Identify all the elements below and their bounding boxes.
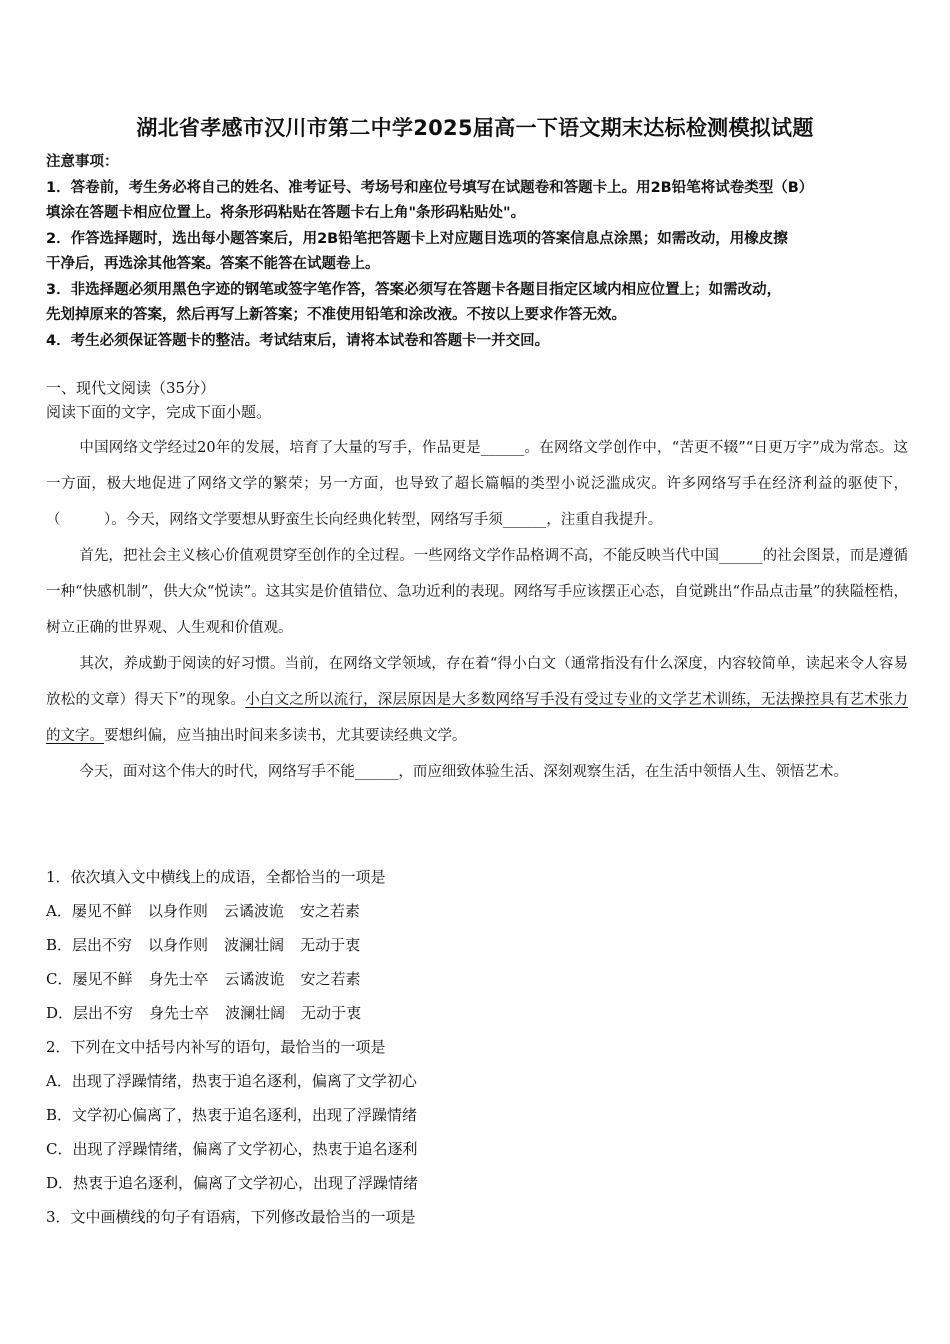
underlined-sentence: 小白文之所以流行，深层原因是大多数网络写手没有受过专业的文学艺术训练，无法操控具有艺术张力的文字。 xyxy=(46,692,908,744)
notice-line: 干净后，再选涂其他答案。答案不能答在试题卷上。 xyxy=(46,256,380,272)
passage-paragraph: 中国网络文学经过20年的发展，培育了大量的写手，作品更是______。在网络文学创作中，“苦更不辍”“日更万字”成为常态。这一方面，极大地促进了网络文学的繁荣；另一方面，也导致了超长篇幅的类型小说泛滥成灾。许多网络写手在经济利益的驱使下，（ ）。今天，网络文学要想从野蛮生长向经典化转型，网络写手须______，注重自我提升。 xyxy=(46,440,908,528)
reading-passage xyxy=(46,430,908,790)
option-item: 屡见不鲜 xyxy=(72,970,133,988)
question-stem: 2．下列在文中括号内补写的语句，最恰当的一项是 xyxy=(46,1038,386,1056)
question-stem: 1．依次填入文中横线上的成语，全都恰当的一项是 xyxy=(46,868,386,886)
notice-line: 4．考生必须保证答题卡的整洁。考试结束后，请将本试卷和答题卡一并交回。 xyxy=(46,332,550,349)
option-item: 无动于衷 xyxy=(300,936,361,954)
option-item: 安之若素 xyxy=(299,902,360,920)
option-label: D． xyxy=(46,1174,74,1192)
section-instruction: 阅读下面的文字，完成下面小题。 xyxy=(46,403,272,421)
notice-heading: 注意事项： xyxy=(46,154,119,170)
notice-line: 1．答卷前，考生务必将自己的姓名、准考证号、考场号和座位号填写在试题卷和答题卡上。用2B铅笔将试卷类型（B） xyxy=(46,179,814,196)
option-item: 云谲波诡 xyxy=(224,970,285,988)
option-label: B． xyxy=(46,936,73,954)
section-header xyxy=(46,376,916,424)
option-text: 热衷于追名逐利，偏离了文学初心，出现了浮躁情绪 xyxy=(73,1174,419,1192)
option-label: A． xyxy=(46,1072,72,1090)
option-label: D． xyxy=(46,1004,74,1022)
question-list xyxy=(46,860,916,1234)
option-item: 波澜壮阔 xyxy=(225,1004,286,1022)
option-label: A． xyxy=(46,902,72,920)
answer-option xyxy=(46,962,916,996)
question-stem: 3．文中画横线的句子有语病，下列修改最恰当的一项是 xyxy=(46,1208,416,1226)
passage-text: 其次，养成勤于阅读的好习惯。当前，在网络文学领域，存在着“得小白文（通常指没有什么深度，内容较简单，读起来令人容易放松的文章）得天下”的现象。 xyxy=(46,656,908,708)
answer-option xyxy=(46,894,916,928)
answer-option xyxy=(46,928,916,962)
option-item: 安之若素 xyxy=(300,970,361,988)
option-item: 身先士卒 xyxy=(149,1004,210,1022)
notice-block xyxy=(46,150,916,354)
passage-paragraph: 首先，把社会主义核心价值观贯穿至创作的全过程。一些网络文学作品格调不高，不能反映当代中国______的社会图景，而是遵循一种“快感机制”，供大众“悦读”。这其实是价值错位、急功近利的表现。网络写手应该摆正心态，自觉跳出“作品点击量”的狭隘桎梏，树立正确的世界观、人生观和价值观。 xyxy=(46,548,908,636)
option-item: 身先士卒 xyxy=(148,970,209,988)
option-item: 层出不穷 xyxy=(72,936,133,954)
passage-paragraph xyxy=(46,646,908,754)
option-text: 文学初心偏离了，热衷于追名逐利，出现了浮躁情绪 xyxy=(72,1106,418,1124)
option-item: 以身作则 xyxy=(147,902,208,920)
answer-option xyxy=(46,996,916,1030)
page-title: 湖北省孝感市汉川市第二中学2025届高一下语文期末达标检测模拟试题 xyxy=(136,116,814,140)
passage-paragraph: 今天，面对这个伟大的时代，网络写手不能______，而应细致体验生活、深刻观察生活，在生活中领悟人生、领悟艺术。 xyxy=(79,764,848,780)
answer-option xyxy=(46,1132,916,1166)
option-label: C． xyxy=(46,970,73,988)
notice-line: 填涂在答题卡相应位置上。将条形码粘贴在答题卡右上角"条形码粘贴处"。 xyxy=(46,205,526,221)
option-text: 出现了浮躁情绪，偏离了文学初心，热衷于追名逐利 xyxy=(72,1140,418,1158)
notice-line: 先划掉原来的答案，然后再写上新答案；不准使用铅笔和涂改液。不按以上要求作答无效。 xyxy=(46,307,626,323)
answer-option xyxy=(46,1166,916,1200)
option-item: 屡见不鲜 xyxy=(71,902,132,920)
section-heading: 一、现代文阅读（35分） xyxy=(46,379,216,397)
option-item: 层出不穷 xyxy=(73,1004,134,1022)
option-item: 云谲波诡 xyxy=(223,902,284,920)
option-label: C． xyxy=(46,1140,73,1158)
option-item: 以身作则 xyxy=(148,936,209,954)
notice-line: 3．非选择题必须用黑色字迹的钢笔或签字笔作答，答案必须写在答题卡各题目指定区域内相应位置上；如需改动， xyxy=(46,281,782,298)
option-item: 波澜壮阔 xyxy=(224,936,285,954)
answer-option xyxy=(46,1064,916,1098)
option-text: 出现了浮躁情绪，热衷于追名逐利，偏离了文学初心 xyxy=(71,1072,417,1090)
notice-line: 2．作答选择题时，选出每小题答案后，用2B铅笔把答题卡上对应题目选项的答案信息点涂黑；如需改动，用橡皮擦 xyxy=(46,230,788,247)
passage-text: 要想纠偏，应当抽出时间来多读书，尤其要读经典文学。 xyxy=(104,728,467,744)
answer-option xyxy=(46,1098,916,1132)
option-item: 无动于衷 xyxy=(301,1004,362,1022)
option-label: B． xyxy=(46,1106,73,1124)
